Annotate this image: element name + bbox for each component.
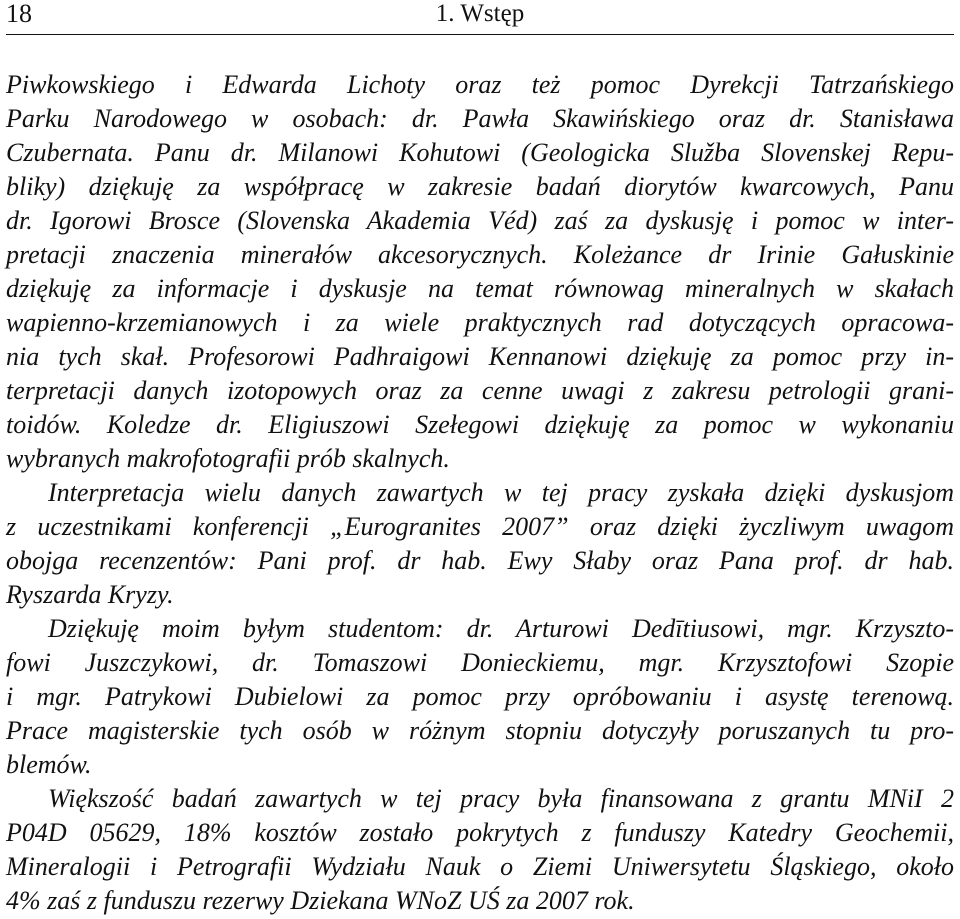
text-line: nia tych skał. Profesorowi Padhraigowi Kennanowi dziękuję za pomoc przy in- [6, 342, 954, 371]
text-line: terpretacji danych izotopowych oraz za cenne uwagi z zakresu petrologii grani- [6, 376, 954, 405]
page-number: 18 [6, 0, 32, 28]
text-line: Piwkowskiego i Edwarda Lichoty oraz też pomoc Dyrekcji Tatrzańskiego [6, 70, 954, 99]
paragraph-acknowledgements-3 [6, 612, 954, 782]
text-line: wapienno-krzemianowych i za wiele praktycznych rad dotyczących opracowa- [6, 308, 954, 337]
text-line: fowi Juszczykowi, dr. Tomaszowi Donieckiemu, mgr. Krzysztofowi Szopie [6, 648, 954, 677]
text-line: pretacji znaczenia minerałów akcesorycznych. Koleżance dr Irinie Gałuskinie [6, 240, 954, 269]
text-line: 4% zaś z funduszu rezerwy Dziekana WNoZ UŚ za 2007 rok. [6, 886, 635, 915]
paragraph-acknowledgements-1 [6, 68, 954, 476]
running-head-title: 1. Wstęp [435, 0, 525, 27]
text-line: bliky) dziękuję za współpracę w zakresie badań diorytów kwarcowych, Panu [6, 172, 954, 201]
running-header [6, 0, 954, 35]
text-line: z uczestnikami konferencji „Eurogranites 2007” oraz dzięki życzliwym uwagom [6, 512, 954, 541]
text-line: Prace magisterskie tych osób w różnym stopniu dotyczyły poruszanych tu pro- [6, 716, 954, 745]
text-line: Większość badań zawartych w tej pracy była finansowana z grantu MNiI 2 [48, 784, 954, 813]
text-line: blemów. [6, 750, 92, 779]
text-line: Czubernata. Panu dr. Milanowi Kohutowi (Geologicka Služba Slovenskej Repu- [6, 138, 954, 167]
text-line: Parku Narodowego w osobach: dr. Pawła Skawińskiego oraz dr. Stanisława [6, 104, 954, 133]
text-line: wybranych makrofotografii prób skalnych. [6, 444, 450, 473]
paragraph-acknowledgements-2 [6, 476, 954, 612]
page-body [6, 68, 954, 918]
text-line: Dziękuję moim byłym studentom: dr. Arturowi Dedītiusowi, mgr. Krzyszto- [48, 614, 954, 643]
text-line: Mineralogii i Petrografii Wydziału Nauk o Ziemi Uniwersytetu Śląskiego, około [6, 852, 954, 881]
text-line: dr. Igorowi Brosce (Slovenska Akademia Véd) zaś za dyskusję i pomoc w inter- [6, 206, 954, 235]
text-line: toidów. Koledze dr. Eligiuszowi Szełegowi dziękuję za pomoc w wykonaniu [6, 410, 954, 439]
paragraph-funding [6, 782, 954, 918]
text-line: i mgr. Patrykowi Dubielowi za pomoc przy opróbowaniu i asystę terenową. [6, 682, 954, 711]
text-line: dziękuję za informacje i dyskusje na temat równowag mineralnych w skałach [6, 274, 954, 303]
text-line: P04D 05629, 18% kosztów zostało pokrytych z funduszy Katedry Geochemii, [6, 818, 954, 847]
text-line: Interpretacja wielu danych zawartych w tej pracy zyskała dzięki dyskusjom [48, 478, 954, 507]
text-line: Ryszarda Kryzy. [6, 580, 174, 609]
text-line: obojga recenzentów: Pani prof. dr hab. Ewy Słaby oraz Pana prof. dr hab. [6, 546, 954, 575]
